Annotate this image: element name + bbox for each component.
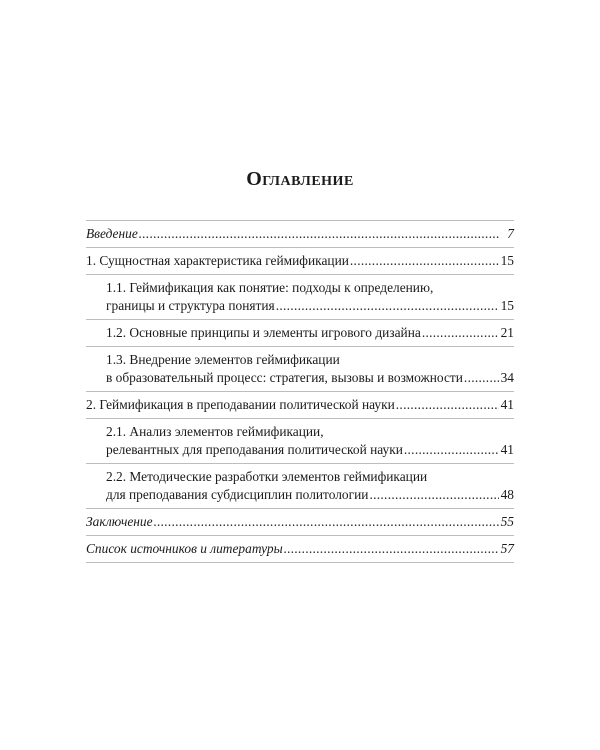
- dot-leader: [464, 369, 499, 387]
- dot-leader: [369, 486, 499, 504]
- toc-page-number: 55: [500, 514, 514, 529]
- dot-leader: [139, 225, 499, 243]
- toc-entry-section-2-2[interactable]: [86, 468, 514, 504]
- dot-leader: [404, 441, 499, 459]
- toc-entry-sources[interactable]: [86, 540, 514, 558]
- toc-entry-label-line-1: 2.1. Анализ элементов геймификации,: [106, 424, 324, 439]
- toc-page-number: 48: [500, 487, 514, 502]
- dot-leader: [350, 252, 499, 270]
- toc-entry-section-1-2[interactable]: [86, 324, 514, 342]
- toc-page-number: 7: [507, 226, 514, 241]
- toc-entry-label: Заключение: [86, 514, 153, 529]
- toc-entry-section-1-3[interactable]: [86, 351, 514, 387]
- toc-entry-conclusion[interactable]: [86, 513, 514, 531]
- dot-leader: [422, 324, 499, 342]
- toc-entry-label-line-2: для преподавания субдисциплин политологии: [106, 487, 369, 502]
- table-of-contents: [86, 220, 514, 563]
- toc-entry-section-2-1[interactable]: [86, 423, 514, 459]
- toc-entry-label-line-1: 1.3. Внедрение элементов геймификации: [106, 352, 340, 367]
- dot-leader: [396, 396, 499, 414]
- toc-entry-label-line-2: в образовательный процесс: стратегия, вызовы и возможности: [106, 370, 463, 385]
- dot-leader: [276, 297, 499, 315]
- toc-entry-label: Список источников и литературы: [86, 541, 283, 556]
- toc-entry-label: Введение: [86, 226, 138, 241]
- page-title: Оглавление: [246, 168, 354, 190]
- dot-leader: [154, 513, 499, 531]
- toc-entry-chapter-2[interactable]: [86, 396, 514, 414]
- divider: [86, 562, 514, 563]
- toc-entry-label-line-1: 1.1. Геймификация как понятие: подходы к определению,: [106, 280, 434, 295]
- dot-leader: [284, 540, 499, 558]
- toc-page-number: 57: [500, 541, 514, 556]
- toc-page-number: 15: [500, 253, 514, 268]
- toc-entry-label-line-1: 2.2. Методические разработки элементов геймификации: [106, 469, 428, 484]
- toc-entry-label: 1.2. Основные принципы и элементы игрового дизайна: [106, 325, 421, 340]
- toc-entry-label: 2. Геймификация в преподавании политической науки: [86, 397, 395, 412]
- toc-page-number: 41: [500, 397, 514, 412]
- toc-entry-label-line-2: релевантных для преподавания политической науки: [106, 442, 403, 457]
- toc-page-number: 21: [500, 325, 514, 340]
- toc-page-number: 41: [500, 442, 514, 457]
- toc-entry-section-1-1[interactable]: [86, 279, 514, 315]
- toc-page-number: 34: [500, 370, 514, 385]
- toc-entry-label: 1. Сущностная характеристика геймификации: [86, 253, 349, 268]
- toc-entry-chapter-1[interactable]: [86, 252, 514, 270]
- toc-entry-label-line-2: границы и структура понятия: [106, 298, 275, 313]
- toc-page-number: 15: [500, 298, 514, 313]
- toc-entry-intro[interactable]: [86, 225, 514, 243]
